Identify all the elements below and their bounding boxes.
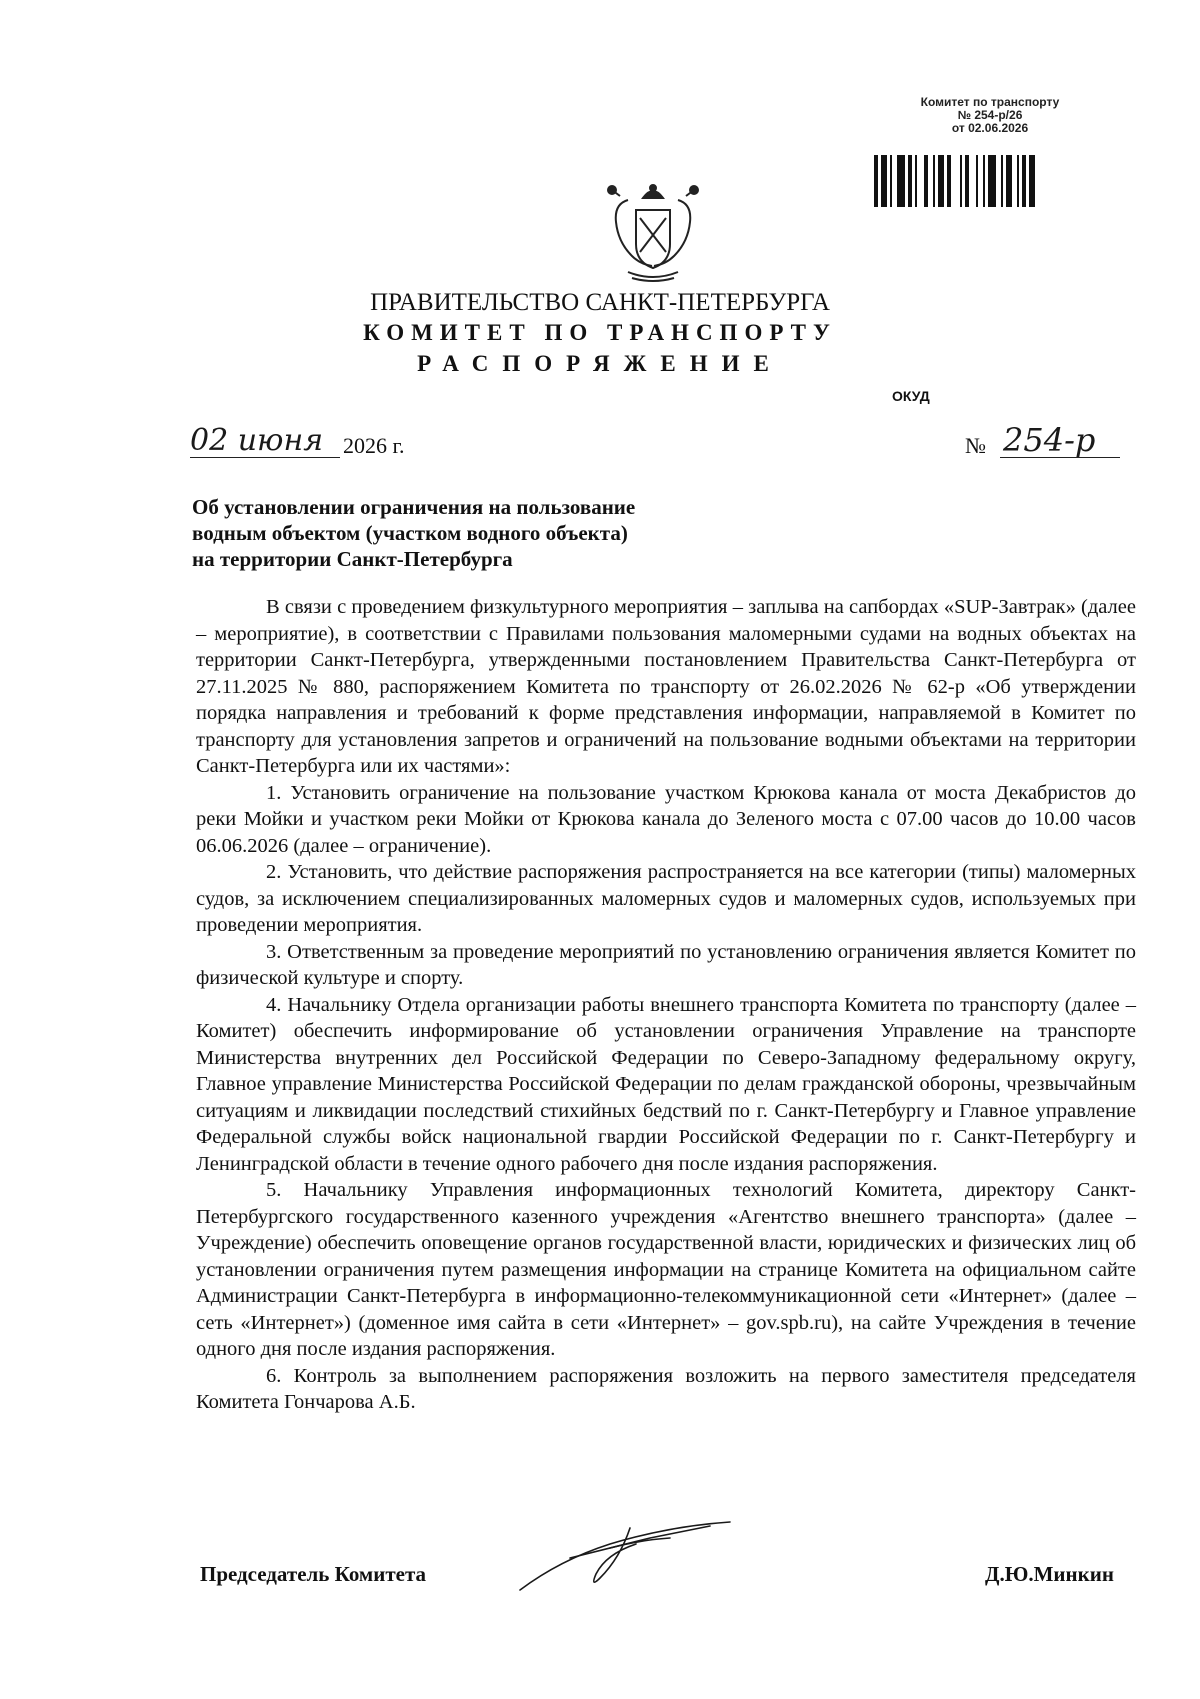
clause-2: 2. Установить, что действие распоряжения распространяется на все категории (типы) маломерных судов, за исключением специализированных маломерных судов и маломерных судов, используемых при проведении мероприятия. — [196, 861, 1136, 936]
handwritten-date: 02 июня — [190, 423, 324, 458]
preamble-paragraph: В связи с проведением физкультурного мероприятия – заплыва на сапбордах «SUP-Завтрак» (далее – мероприятие), в соответствии с Правилами пользования маломерными судами на водных объектах на территории Санкт-Петербурга, утвержденными постановлением Правительства Санкт-Петербурга от 27.11.2025 № 880, распоряжением Комитета по транспорту от 26.02.2026 № 62-р «Об утверждении порядка направления и требований к форме представления информации, направляемой в Комитет по транспорту для установления запретов и ограничений на пользование водными объектами на территории Санкт-Петербурга или их частями»: — [196, 596, 1136, 777]
signatory-name: Д.Ю.Минкин — [985, 1562, 1114, 1586]
document-type-title: РАСПОРЯЖЕНИЕ — [417, 351, 783, 376]
clause-4: 4. Начальнику Отдела организации работы внешнего транспорта Комитета по транспорту (далее – Комитет) обеспечить информирование об установлении ограничения Управление на транспорте Министерства внутренних дел Российской Федерации по Северо-Западному федеральному округу, Главное управление Министерства Российской Федерации по делам гражданской обороны, чрезвычайным ситуациям и ликвидации последствий стихийных бедствий по г. Санкт-Петербургу и Главное управление Федеральной службы войск национальной гвардии Российской Федерации по г. Санкт-Петербургу и Ленинградской области в течение одного рабочего дня после издания распоряжения. — [196, 993, 1136, 1175]
stamp-line-2: № 254-р/26 — [957, 108, 1023, 122]
stamp-line-3: от 02.06.2026 — [951, 121, 1029, 135]
registration-stamp — [870, 96, 1110, 135]
subject-line: на территории Санкт-Петербурга — [192, 547, 513, 571]
subject-line: водным объектом (участком водного объекта) — [192, 521, 628, 545]
document-body — [196, 594, 1136, 1416]
barcode — [874, 155, 1106, 207]
okud-label: ОКУД — [892, 388, 930, 404]
date-underline — [190, 457, 340, 458]
clause-6: 6. Контроль за выполнением распоряжения возложить на первого заместителя председателя Комитета Гончарова А.Б. — [196, 1364, 1136, 1413]
clause-1: 1. Установить ограничение на пользование участком Крюкова канала от моста Декабристов до реки Мойки и участком реки Мойки от Крюкова канала до Зеленого моста с 07.00 часов до 10.00 часов 06.06.2026 (далее – ограничение). — [196, 781, 1136, 857]
clause-5: 5. Начальнику Управления информационных технологий Комитета, директору Санкт-Петербургского государственного казенного учреждения «Агентство внешнего транспорта» (далее – Учреждение) обеспечить оповещение органов государственной власти, юридических и физических лиц об установлении ограничения путем размещения информации на странице Комитета на официальном сайте Администрации Санкт-Петербурга в информационно-телекоммуникационной сети «Интернет» (далее – сеть «Интернет») (доменное имя сайта в сети «Интернет» – gov.spb.ru), на сайте Учреждения в течение одного дня после издания распоряжения. — [196, 1179, 1136, 1360]
clause-3: 3. Ответственным за проведение мероприятий по установлению ограничения является Комитет по физической культуре и спорту. — [196, 940, 1136, 989]
coat-of-arms-emblem — [598, 180, 708, 285]
date-year: 2026 г. — [343, 433, 405, 458]
number-sign: № — [965, 433, 986, 458]
document-subject — [192, 494, 635, 572]
committee-title: КОМИТЕТ ПО ТРАНСПОРТУ — [363, 320, 837, 345]
number-underline — [1000, 457, 1120, 458]
handwritten-number: 254-р — [1003, 421, 1096, 459]
subject-line: Об установлении ограничения на пользование — [192, 495, 636, 519]
stamp-line-1: Комитет по транспорту — [920, 95, 1060, 109]
signatory-title: Председатель Комитета — [200, 1562, 427, 1586]
handwritten-signature — [510, 1518, 740, 1598]
government-title: ПРАВИТЕЛЬСТВО САНКТ-ПЕТЕРБУРГА — [370, 289, 830, 316]
